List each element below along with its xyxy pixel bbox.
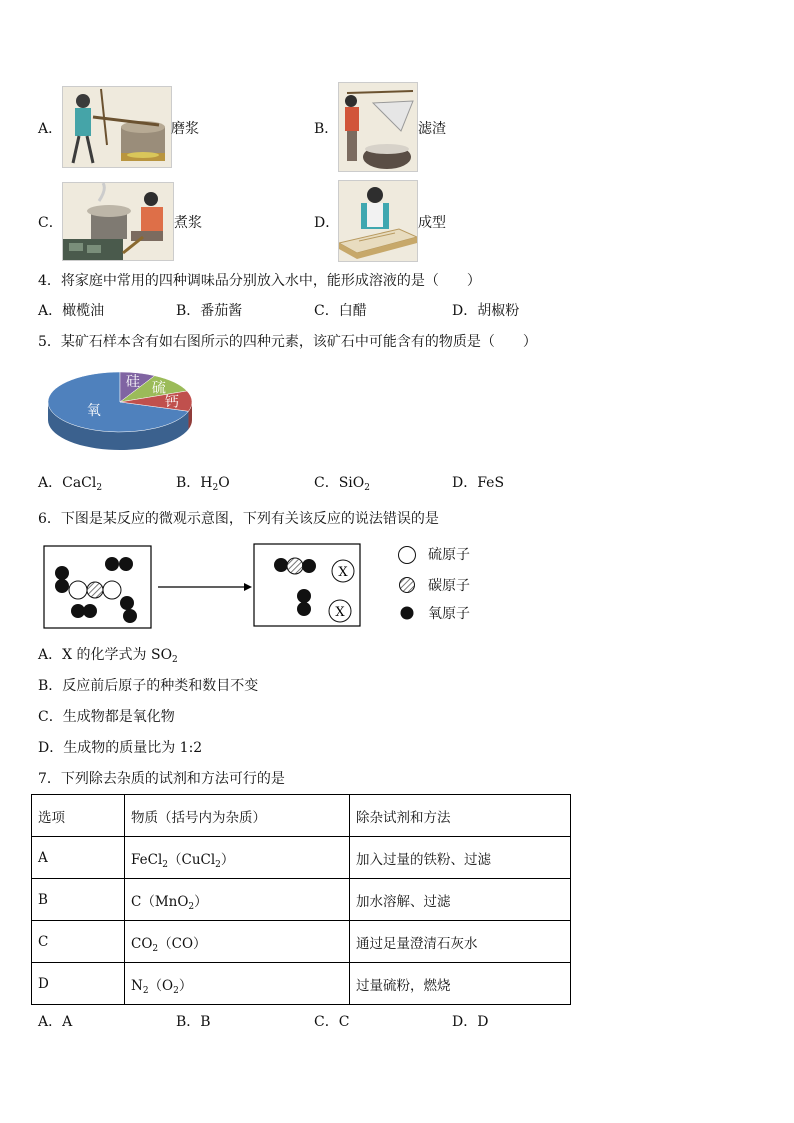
q4-option-c: C．白醋	[314, 303, 367, 319]
q5-option-a: A．CaCl$_2$	[38, 475, 103, 493]
row-substance: $N_2(O_2)$	[125, 963, 350, 1005]
table-row	[32, 879, 571, 921]
table-row	[32, 921, 571, 963]
reaction-diagram	[40, 540, 380, 632]
product-x-label-2: X	[335, 605, 345, 620]
element-pie-chart	[40, 362, 200, 462]
legend-symbols	[397, 546, 419, 622]
impurity-table	[31, 794, 571, 1005]
shaping-tofu-image	[338, 180, 418, 262]
pie-label-硅: 硅	[125, 374, 140, 391]
q6-option-d: D．生成物的质量比为 1:2	[38, 740, 203, 756]
table-row	[32, 837, 571, 879]
q5-option-c: C．SiO$_2$	[314, 475, 370, 493]
q3-option-a-letter: A．	[38, 121, 63, 137]
row-substance: C（MnO$_2$）	[125, 879, 350, 921]
header-method: 除杂试剂和方法	[350, 795, 571, 837]
carbon-atom-icon	[400, 578, 415, 593]
row-substance: $CO_2(CO)$	[125, 921, 350, 963]
q3-option-d-letter: D．	[314, 215, 340, 231]
q3-option-b-letter: B．	[314, 121, 339, 137]
header-substance: 物质（括号内为杂质）	[125, 795, 350, 837]
table-header-row	[32, 795, 571, 837]
product-box	[254, 544, 360, 626]
q3-option-c-letter: C．	[38, 215, 63, 231]
q5-option-b: B．$H_2O$	[176, 475, 230, 493]
q4-option-d: D．胡椒粉	[452, 303, 520, 319]
row-substance: FeCl$_2$（CuCl$_2$）	[125, 837, 350, 879]
row-method: 通过足量澄清石灰水	[350, 921, 571, 963]
filtering-residue-image	[338, 82, 418, 172]
reaction-arrow	[158, 583, 252, 591]
q7-option-c: C．C	[314, 1014, 350, 1030]
q4-option-a: A．橄榄油	[38, 303, 105, 319]
q7-option-b: B．B	[176, 1014, 211, 1030]
q7-stem: 7．下列除去杂质的试剂和方法可行的是	[38, 771, 285, 787]
boiling-pulp-image	[62, 182, 174, 261]
row-method: 加入过量的铁粉、过滤	[350, 837, 571, 879]
q3-option-a-caption: 磨浆	[171, 121, 199, 137]
sulfur-atom-icon	[399, 547, 416, 564]
q6-stem: 6．下图是某反应的微观示意图，下列有关该反应的说法错误的是	[38, 511, 439, 527]
row-option: D	[32, 963, 125, 1005]
q7-option-d: D．D	[452, 1014, 489, 1030]
reactant-box	[44, 546, 151, 628]
q6-option-b: B．反应前后原子的种类和数目不变	[38, 678, 259, 694]
q3-option-b-caption: 滤渣	[418, 121, 446, 137]
q5-stem: 5．某矿石样本含有如右图所示的四种元素，该矿石中可能含有的物质是（ ）	[38, 334, 537, 350]
row-option: A	[32, 837, 125, 879]
pie-label-硫: 硫	[151, 380, 166, 397]
header-option: 选项	[32, 795, 125, 837]
q4-stem: 4．将家庭中常用的四种调味品分别放入水中，能形成溶液的是（ ）	[38, 273, 481, 289]
q6-option-a: A．X 的化学式为 $SO_2$	[38, 647, 178, 665]
legend-oxygen: 氧原子	[428, 606, 470, 622]
oxygen-atom-icon	[401, 607, 414, 620]
row-method: 加水溶解、过滤	[350, 879, 571, 921]
q3-option-d-caption: 成型	[418, 215, 446, 231]
q4-option-b: B．番茄酱	[176, 303, 243, 319]
q5-option-d: D．FeS	[452, 475, 505, 491]
table-row	[32, 963, 571, 1005]
q6-option-c: C．生成物都是氧化物	[38, 709, 175, 725]
legend-sulfur: 硫原子	[428, 547, 470, 563]
q3-option-c-caption: 煮浆	[174, 215, 202, 231]
product-x-label-1: X	[338, 565, 348, 580]
row-method: 过量硫粉，燃烧	[350, 963, 571, 1005]
q7-option-a: A．A	[38, 1014, 73, 1030]
row-option: C	[32, 921, 125, 963]
pie-label-钙: 钙	[164, 394, 179, 411]
row-option: B	[32, 879, 125, 921]
grinding-soybean-image	[62, 86, 172, 168]
pie-label-氧: 氧	[86, 402, 101, 419]
legend-carbon: 碳原子	[428, 578, 470, 594]
